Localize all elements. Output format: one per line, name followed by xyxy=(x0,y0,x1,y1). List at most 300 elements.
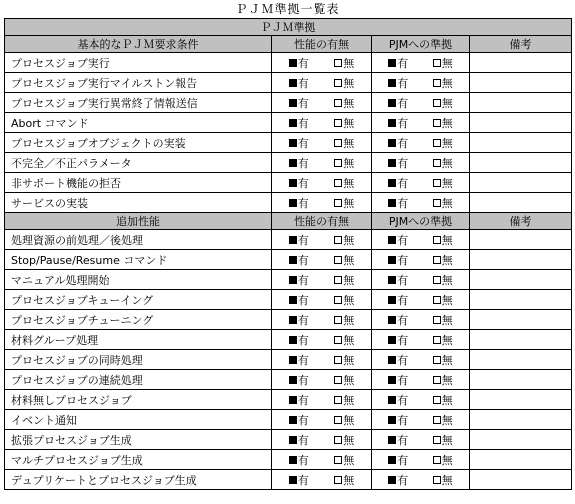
compliance-no-label: 無 xyxy=(441,373,453,387)
filled-checkbox-icon xyxy=(388,356,396,364)
compliance-cell xyxy=(372,310,470,330)
compliance-no-label: 無 xyxy=(441,313,453,327)
capability-no-label: 無 xyxy=(343,176,355,190)
capability-yes-label: 有 xyxy=(297,353,309,367)
filled-checkbox-icon xyxy=(289,99,297,107)
remarks-cell xyxy=(470,73,572,93)
requirement-name: プロセスジョブの連続処理 xyxy=(5,370,272,390)
capability-cell xyxy=(272,410,372,430)
capability-yes-option xyxy=(289,272,309,288)
compliance-yes-label: 有 xyxy=(397,453,409,467)
capability-cell xyxy=(272,53,372,73)
empty-checkbox-icon xyxy=(334,256,342,264)
compliance-no-option xyxy=(433,95,453,111)
table-row xyxy=(5,250,572,270)
table-row xyxy=(5,230,572,250)
remarks-cell xyxy=(470,410,572,430)
compliance-no-label: 無 xyxy=(441,196,453,210)
capability-no-label: 無 xyxy=(343,233,355,247)
empty-checkbox-icon xyxy=(433,476,441,484)
compliance-cell xyxy=(372,133,470,153)
capability-options xyxy=(272,75,371,91)
empty-checkbox-icon xyxy=(334,79,342,87)
capability-no-label: 無 xyxy=(343,56,355,70)
requirement-name: プロセスジョブの同時処理 xyxy=(5,350,272,370)
capability-options xyxy=(272,392,371,408)
compliance-yes-label: 有 xyxy=(397,233,409,247)
capability-cell xyxy=(272,133,372,153)
compliance-yes-option xyxy=(388,392,408,408)
capability-no-option xyxy=(334,452,354,468)
compliance-options xyxy=(372,155,469,171)
capability-no-option xyxy=(334,195,354,211)
remarks-cell xyxy=(470,53,572,73)
capability-no-option xyxy=(334,95,354,111)
compliance-cell xyxy=(372,330,470,350)
capability-cell xyxy=(272,113,372,133)
filled-checkbox-icon xyxy=(388,139,396,147)
filled-checkbox-icon xyxy=(388,79,396,87)
table-row xyxy=(5,113,572,133)
table-row xyxy=(5,430,572,450)
remarks-cell xyxy=(470,230,572,250)
capability-no-label: 無 xyxy=(343,196,355,210)
filled-checkbox-icon xyxy=(388,296,396,304)
remarks-cell xyxy=(470,430,572,450)
requirement-name: Abort コマンド xyxy=(5,113,272,133)
compliance-no-option xyxy=(433,352,453,368)
column-header-remarks: 備考 xyxy=(470,36,572,53)
compliance-yes-label: 有 xyxy=(397,96,409,110)
filled-checkbox-icon xyxy=(289,276,297,284)
capability-cell xyxy=(272,250,372,270)
requirement-name: プロセスジョブキューイング xyxy=(5,290,272,310)
compliance-yes-label: 有 xyxy=(397,473,409,487)
compliance-no-label: 無 xyxy=(441,273,453,287)
capability-no-label: 無 xyxy=(343,453,355,467)
compliance-yes-option xyxy=(388,195,408,211)
compliance-options xyxy=(372,135,469,151)
empty-checkbox-icon xyxy=(433,396,441,404)
capability-no-label: 無 xyxy=(343,96,355,110)
capability-yes-label: 有 xyxy=(297,293,309,307)
compliance-cell xyxy=(372,93,470,113)
filled-checkbox-icon xyxy=(388,256,396,264)
remarks-cell xyxy=(470,470,572,490)
empty-checkbox-icon xyxy=(433,296,441,304)
compliance-no-label: 無 xyxy=(441,353,453,367)
capability-no-option xyxy=(334,332,354,348)
compliance-yes-option xyxy=(388,432,408,448)
compliance-options xyxy=(372,332,469,348)
capability-no-option xyxy=(334,372,354,388)
compliance-no-option xyxy=(433,452,453,468)
compliance-no-option xyxy=(433,155,453,171)
filled-checkbox-icon xyxy=(388,179,396,187)
capability-no-option xyxy=(334,272,354,288)
empty-checkbox-icon xyxy=(433,159,441,167)
compliance-no-option xyxy=(433,332,453,348)
compliance-cell xyxy=(372,230,470,250)
capability-options xyxy=(272,115,371,131)
filled-checkbox-icon xyxy=(388,316,396,324)
column-header-requirement: 基本的なＰＪＭ要求条件 xyxy=(5,36,272,53)
capability-yes-label: 有 xyxy=(297,56,309,70)
capability-options xyxy=(272,352,371,368)
capability-no-option xyxy=(334,292,354,308)
filled-checkbox-icon xyxy=(289,456,297,464)
capability-options xyxy=(272,452,371,468)
compliance-yes-option xyxy=(388,472,408,488)
column-header-additional: 追加性能 xyxy=(5,213,272,230)
compliance-yes-option xyxy=(388,115,408,131)
table-body xyxy=(5,19,572,490)
table-row xyxy=(5,153,572,173)
filled-checkbox-icon xyxy=(289,356,297,364)
filled-checkbox-icon xyxy=(289,436,297,444)
filled-checkbox-icon xyxy=(388,199,396,207)
compliance-options xyxy=(372,272,469,288)
compliance-yes-option xyxy=(388,155,408,171)
empty-checkbox-icon xyxy=(433,79,441,87)
compliance-yes-option xyxy=(388,175,408,191)
capability-no-label: 無 xyxy=(343,273,355,287)
capability-yes-option xyxy=(289,452,309,468)
capability-options xyxy=(272,272,371,288)
compliance-cell xyxy=(372,53,470,73)
compliance-no-label: 無 xyxy=(441,176,453,190)
empty-checkbox-icon xyxy=(334,236,342,244)
compliance-yes-label: 有 xyxy=(397,76,409,90)
compliance-cell xyxy=(372,193,470,213)
filled-checkbox-icon xyxy=(388,99,396,107)
filled-checkbox-icon xyxy=(289,139,297,147)
remarks-cell xyxy=(470,450,572,470)
column-header-compliance: PJMへの準拠 xyxy=(372,213,470,230)
empty-checkbox-icon xyxy=(433,139,441,147)
remarks-cell xyxy=(470,270,572,290)
compliance-yes-option xyxy=(388,452,408,468)
remarks-cell xyxy=(470,390,572,410)
compliance-yes-option xyxy=(388,232,408,248)
capability-no-option xyxy=(334,472,354,488)
capability-no-option xyxy=(334,432,354,448)
remarks-cell xyxy=(470,310,572,330)
compliance-cell xyxy=(372,73,470,93)
capability-options xyxy=(272,372,371,388)
compliance-cell xyxy=(372,290,470,310)
empty-checkbox-icon xyxy=(433,356,441,364)
capability-no-label: 無 xyxy=(343,353,355,367)
requirement-name: マニュアル処理開始 xyxy=(5,270,272,290)
compliance-no-option xyxy=(433,432,453,448)
filled-checkbox-icon xyxy=(289,396,297,404)
capability-yes-option xyxy=(289,55,309,71)
compliance-cell xyxy=(372,153,470,173)
compliance-yes-label: 有 xyxy=(397,293,409,307)
requirement-name: プロセスジョブ実行マイルストン報告 xyxy=(5,73,272,93)
capability-yes-label: 有 xyxy=(297,76,309,90)
capability-yes-label: 有 xyxy=(297,273,309,287)
capability-options xyxy=(272,332,371,348)
compliance-options xyxy=(372,412,469,428)
capability-yes-label: 有 xyxy=(297,233,309,247)
compliance-yes-option xyxy=(388,55,408,71)
capability-yes-option xyxy=(289,332,309,348)
compliance-no-option xyxy=(433,115,453,131)
compliance-yes-option xyxy=(388,352,408,368)
compliance-yes-label: 有 xyxy=(397,313,409,327)
filled-checkbox-icon xyxy=(289,376,297,384)
compliance-no-label: 無 xyxy=(441,116,453,130)
requirement-name: 処理資源の前処理／後処理 xyxy=(5,230,272,250)
capability-no-label: 無 xyxy=(343,116,355,130)
empty-checkbox-icon xyxy=(334,59,342,67)
empty-checkbox-icon xyxy=(433,59,441,67)
capability-no-label: 無 xyxy=(343,253,355,267)
capability-cell xyxy=(272,153,372,173)
requirement-name: 材料グループ処理 xyxy=(5,330,272,350)
filled-checkbox-icon xyxy=(289,179,297,187)
capability-options xyxy=(272,155,371,171)
remarks-cell xyxy=(470,133,572,153)
remarks-cell xyxy=(470,173,572,193)
compliance-yes-label: 有 xyxy=(397,373,409,387)
capability-yes-label: 有 xyxy=(297,196,309,210)
requirement-name: 材料無しプロセスジョブ xyxy=(5,390,272,410)
capability-cell xyxy=(272,193,372,213)
filled-checkbox-icon xyxy=(388,236,396,244)
table-title-row xyxy=(5,19,572,36)
filled-checkbox-icon xyxy=(388,59,396,67)
compliance-options xyxy=(372,252,469,268)
capability-options xyxy=(272,292,371,308)
column-header-remarks: 備考 xyxy=(470,213,572,230)
capability-no-option xyxy=(334,252,354,268)
capability-no-option xyxy=(334,232,354,248)
capability-yes-option xyxy=(289,412,309,428)
compliance-no-option xyxy=(433,55,453,71)
capability-yes-option xyxy=(289,155,309,171)
capability-cell xyxy=(272,350,372,370)
compliance-cell xyxy=(372,430,470,450)
capability-no-label: 無 xyxy=(343,156,355,170)
remarks-cell xyxy=(470,113,572,133)
empty-checkbox-icon xyxy=(433,336,441,344)
compliance-options xyxy=(372,115,469,131)
compliance-cell xyxy=(372,390,470,410)
empty-checkbox-icon xyxy=(334,316,342,324)
capability-no-label: 無 xyxy=(343,413,355,427)
table-row xyxy=(5,290,572,310)
compliance-no-label: 無 xyxy=(441,253,453,267)
capability-yes-option xyxy=(289,472,309,488)
capability-yes-label: 有 xyxy=(297,96,309,110)
capability-cell xyxy=(272,173,372,193)
compliance-cell xyxy=(372,270,470,290)
capability-no-option xyxy=(334,135,354,151)
capability-options xyxy=(272,232,371,248)
empty-checkbox-icon xyxy=(334,276,342,284)
compliance-cell xyxy=(372,450,470,470)
capability-yes-option xyxy=(289,75,309,91)
capability-no-option xyxy=(334,55,354,71)
column-header-capability: 性能の有無 xyxy=(272,36,372,53)
capability-yes-option xyxy=(289,352,309,368)
capability-yes-label: 有 xyxy=(297,373,309,387)
capability-yes-label: 有 xyxy=(297,333,309,347)
compliance-no-label: 無 xyxy=(441,393,453,407)
compliance-cell xyxy=(372,350,470,370)
empty-checkbox-icon xyxy=(433,376,441,384)
capability-options xyxy=(272,412,371,428)
table-row xyxy=(5,470,572,490)
empty-checkbox-icon xyxy=(433,456,441,464)
compliance-no-option xyxy=(433,312,453,328)
capability-yes-option xyxy=(289,312,309,328)
remarks-cell xyxy=(470,153,572,173)
filled-checkbox-icon xyxy=(388,376,396,384)
compliance-cell xyxy=(372,370,470,390)
compliance-yes-label: 有 xyxy=(397,56,409,70)
capability-options xyxy=(272,472,371,488)
empty-checkbox-icon xyxy=(433,416,441,424)
filled-checkbox-icon xyxy=(289,256,297,264)
empty-checkbox-icon xyxy=(433,256,441,264)
requirement-name: プロセスジョブ実行異常終了情報送信 xyxy=(5,93,272,113)
capability-no-label: 無 xyxy=(343,373,355,387)
capability-options xyxy=(272,252,371,268)
capability-no-option xyxy=(334,312,354,328)
compliance-cell xyxy=(372,173,470,193)
compliance-yes-option xyxy=(388,95,408,111)
capability-yes-label: 有 xyxy=(297,253,309,267)
filled-checkbox-icon xyxy=(388,416,396,424)
table-row xyxy=(5,330,572,350)
capability-cell xyxy=(272,390,372,410)
capability-yes-label: 有 xyxy=(297,393,309,407)
compliance-cell xyxy=(372,410,470,430)
compliance-no-option xyxy=(433,195,453,211)
remarks-cell xyxy=(470,350,572,370)
empty-checkbox-icon xyxy=(334,336,342,344)
filled-checkbox-icon xyxy=(388,336,396,344)
capability-yes-option xyxy=(289,432,309,448)
compliance-no-option xyxy=(433,252,453,268)
capability-yes-option xyxy=(289,232,309,248)
capability-yes-option xyxy=(289,195,309,211)
capability-yes-option xyxy=(289,292,309,308)
capability-options xyxy=(272,312,371,328)
capability-cell xyxy=(272,430,372,450)
compliance-yes-label: 有 xyxy=(397,273,409,287)
capability-no-label: 無 xyxy=(343,333,355,347)
column-header-compliance: PJMへの準拠 xyxy=(372,36,470,53)
filled-checkbox-icon xyxy=(289,79,297,87)
capability-options xyxy=(272,95,371,111)
remarks-cell xyxy=(470,290,572,310)
empty-checkbox-icon xyxy=(334,456,342,464)
filled-checkbox-icon xyxy=(289,416,297,424)
compliance-options xyxy=(372,75,469,91)
filled-checkbox-icon xyxy=(289,59,297,67)
compliance-options xyxy=(372,292,469,308)
remarks-cell xyxy=(470,93,572,113)
additional-header-row xyxy=(5,213,572,230)
table-row xyxy=(5,193,572,213)
compliance-no-option xyxy=(433,392,453,408)
capability-cell xyxy=(272,310,372,330)
compliance-no-label: 無 xyxy=(441,56,453,70)
compliance-no-label: 無 xyxy=(441,156,453,170)
pjm-compliance-table xyxy=(4,18,572,490)
compliance-options xyxy=(372,352,469,368)
filled-checkbox-icon xyxy=(388,476,396,484)
requirement-name: 非サポート機能の拒否 xyxy=(5,173,272,193)
requirement-name: 不完全／不正パラメータ xyxy=(5,153,272,173)
capability-cell xyxy=(272,470,372,490)
compliance-no-label: 無 xyxy=(441,433,453,447)
filled-checkbox-icon xyxy=(388,456,396,464)
compliance-yes-option xyxy=(388,312,408,328)
compliance-options xyxy=(372,232,469,248)
capability-no-option xyxy=(334,115,354,131)
empty-checkbox-icon xyxy=(334,396,342,404)
table-row xyxy=(5,93,572,113)
compliance-yes-label: 有 xyxy=(397,433,409,447)
compliance-yes-label: 有 xyxy=(397,156,409,170)
remarks-cell xyxy=(470,250,572,270)
compliance-no-label: 無 xyxy=(441,293,453,307)
capability-yes-option xyxy=(289,392,309,408)
capability-yes-label: 有 xyxy=(297,433,309,447)
capability-options xyxy=(272,135,371,151)
remarks-cell xyxy=(470,370,572,390)
table-row xyxy=(5,390,572,410)
filled-checkbox-icon xyxy=(289,296,297,304)
compliance-options xyxy=(372,195,469,211)
capability-cell xyxy=(272,330,372,350)
filled-checkbox-icon xyxy=(289,336,297,344)
empty-checkbox-icon xyxy=(433,99,441,107)
compliance-no-option xyxy=(433,292,453,308)
requirement-name: マルチプロセスジョブ生成 xyxy=(5,450,272,470)
compliance-options xyxy=(372,432,469,448)
compliance-yes-label: 有 xyxy=(397,393,409,407)
empty-checkbox-icon xyxy=(433,276,441,284)
empty-checkbox-icon xyxy=(334,199,342,207)
empty-checkbox-icon xyxy=(433,316,441,324)
requirement-name: Stop/Pause/Resume コマンド xyxy=(5,250,272,270)
empty-checkbox-icon xyxy=(334,476,342,484)
empty-checkbox-icon xyxy=(334,296,342,304)
capability-yes-option xyxy=(289,252,309,268)
filled-checkbox-icon xyxy=(388,159,396,167)
capability-no-label: 無 xyxy=(343,393,355,407)
compliance-yes-option xyxy=(388,75,408,91)
compliance-no-label: 無 xyxy=(441,96,453,110)
requirement-name: サービスの実装 xyxy=(5,193,272,213)
compliance-yes-label: 有 xyxy=(397,176,409,190)
compliance-yes-option xyxy=(388,412,408,428)
remarks-cell xyxy=(470,193,572,213)
capability-options xyxy=(272,195,371,211)
table-row xyxy=(5,53,572,73)
basic-header-row xyxy=(5,36,572,53)
filled-checkbox-icon xyxy=(289,199,297,207)
empty-checkbox-icon xyxy=(433,199,441,207)
capability-cell xyxy=(272,290,372,310)
